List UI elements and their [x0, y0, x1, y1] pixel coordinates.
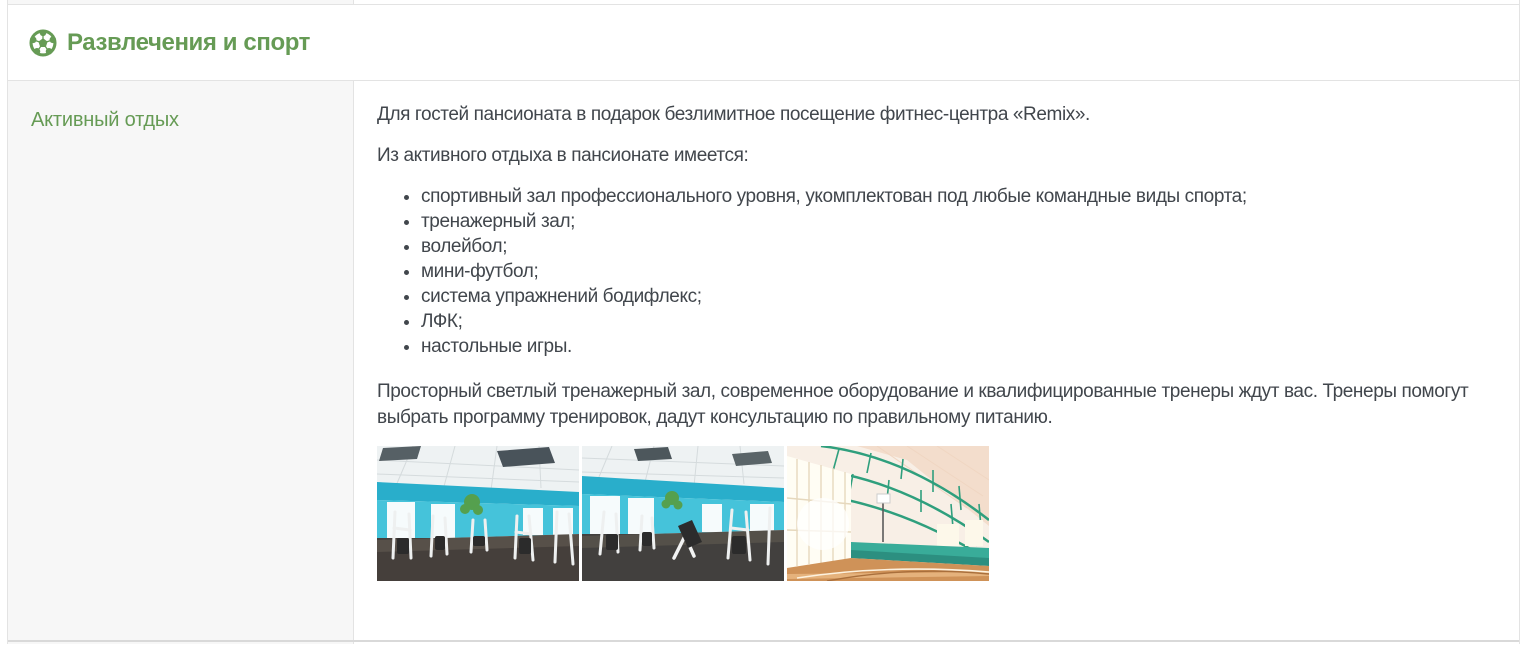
paragraph-trainers: Просторный светлый тренажерный зал, современное оборудование и квалифицированные тренеры ждут вас. Тренеры помогут выбрать программу тренировок, дадут консультацию по правильному питанию.	[377, 381, 1469, 428]
list-item: • настольные игры.	[421, 334, 1495, 359]
paragraph-gift: Для гостей пансионата в подарок безлимитное посещение фитнес-центра «Remix».	[377, 104, 1090, 125]
list-item: • система упражнений бодифлекс;	[421, 284, 1495, 309]
soccer-ball-icon	[29, 29, 57, 57]
row-label-cell	[8, 81, 354, 640]
gym-photo-2[interactable]	[582, 446, 784, 581]
list-item: • мини-футбол;	[421, 259, 1495, 284]
section-title: Развлечения и спорт	[67, 28, 311, 56]
row-content-cell	[354, 81, 1519, 640]
list-item: • тренажерный зал;	[421, 209, 1495, 234]
activities-list	[377, 184, 1495, 359]
list-item: • ЛФК;	[421, 309, 1495, 334]
sidebar-item-active-rest[interactable]: Активный отдых	[31, 109, 179, 131]
gym-photo-1[interactable]	[377, 446, 579, 581]
list-item: • спортивный зал профессионального уровня, укомплектован под любые командные виды спорта;	[421, 184, 1495, 209]
sports-hall-photo[interactable]	[787, 446, 989, 581]
next-row-sliver	[8, 640, 1519, 644]
photo-gallery	[377, 446, 1495, 581]
active-rest-row	[8, 80, 1519, 640]
info-table	[7, 0, 1520, 644]
paragraph-list-intro: Из активного отдыха в пансионате имеется:	[377, 145, 749, 166]
previous-row-sliver	[8, 0, 1519, 4]
section-header	[8, 4, 1519, 80]
list-item: • волейбол;	[421, 234, 1495, 259]
